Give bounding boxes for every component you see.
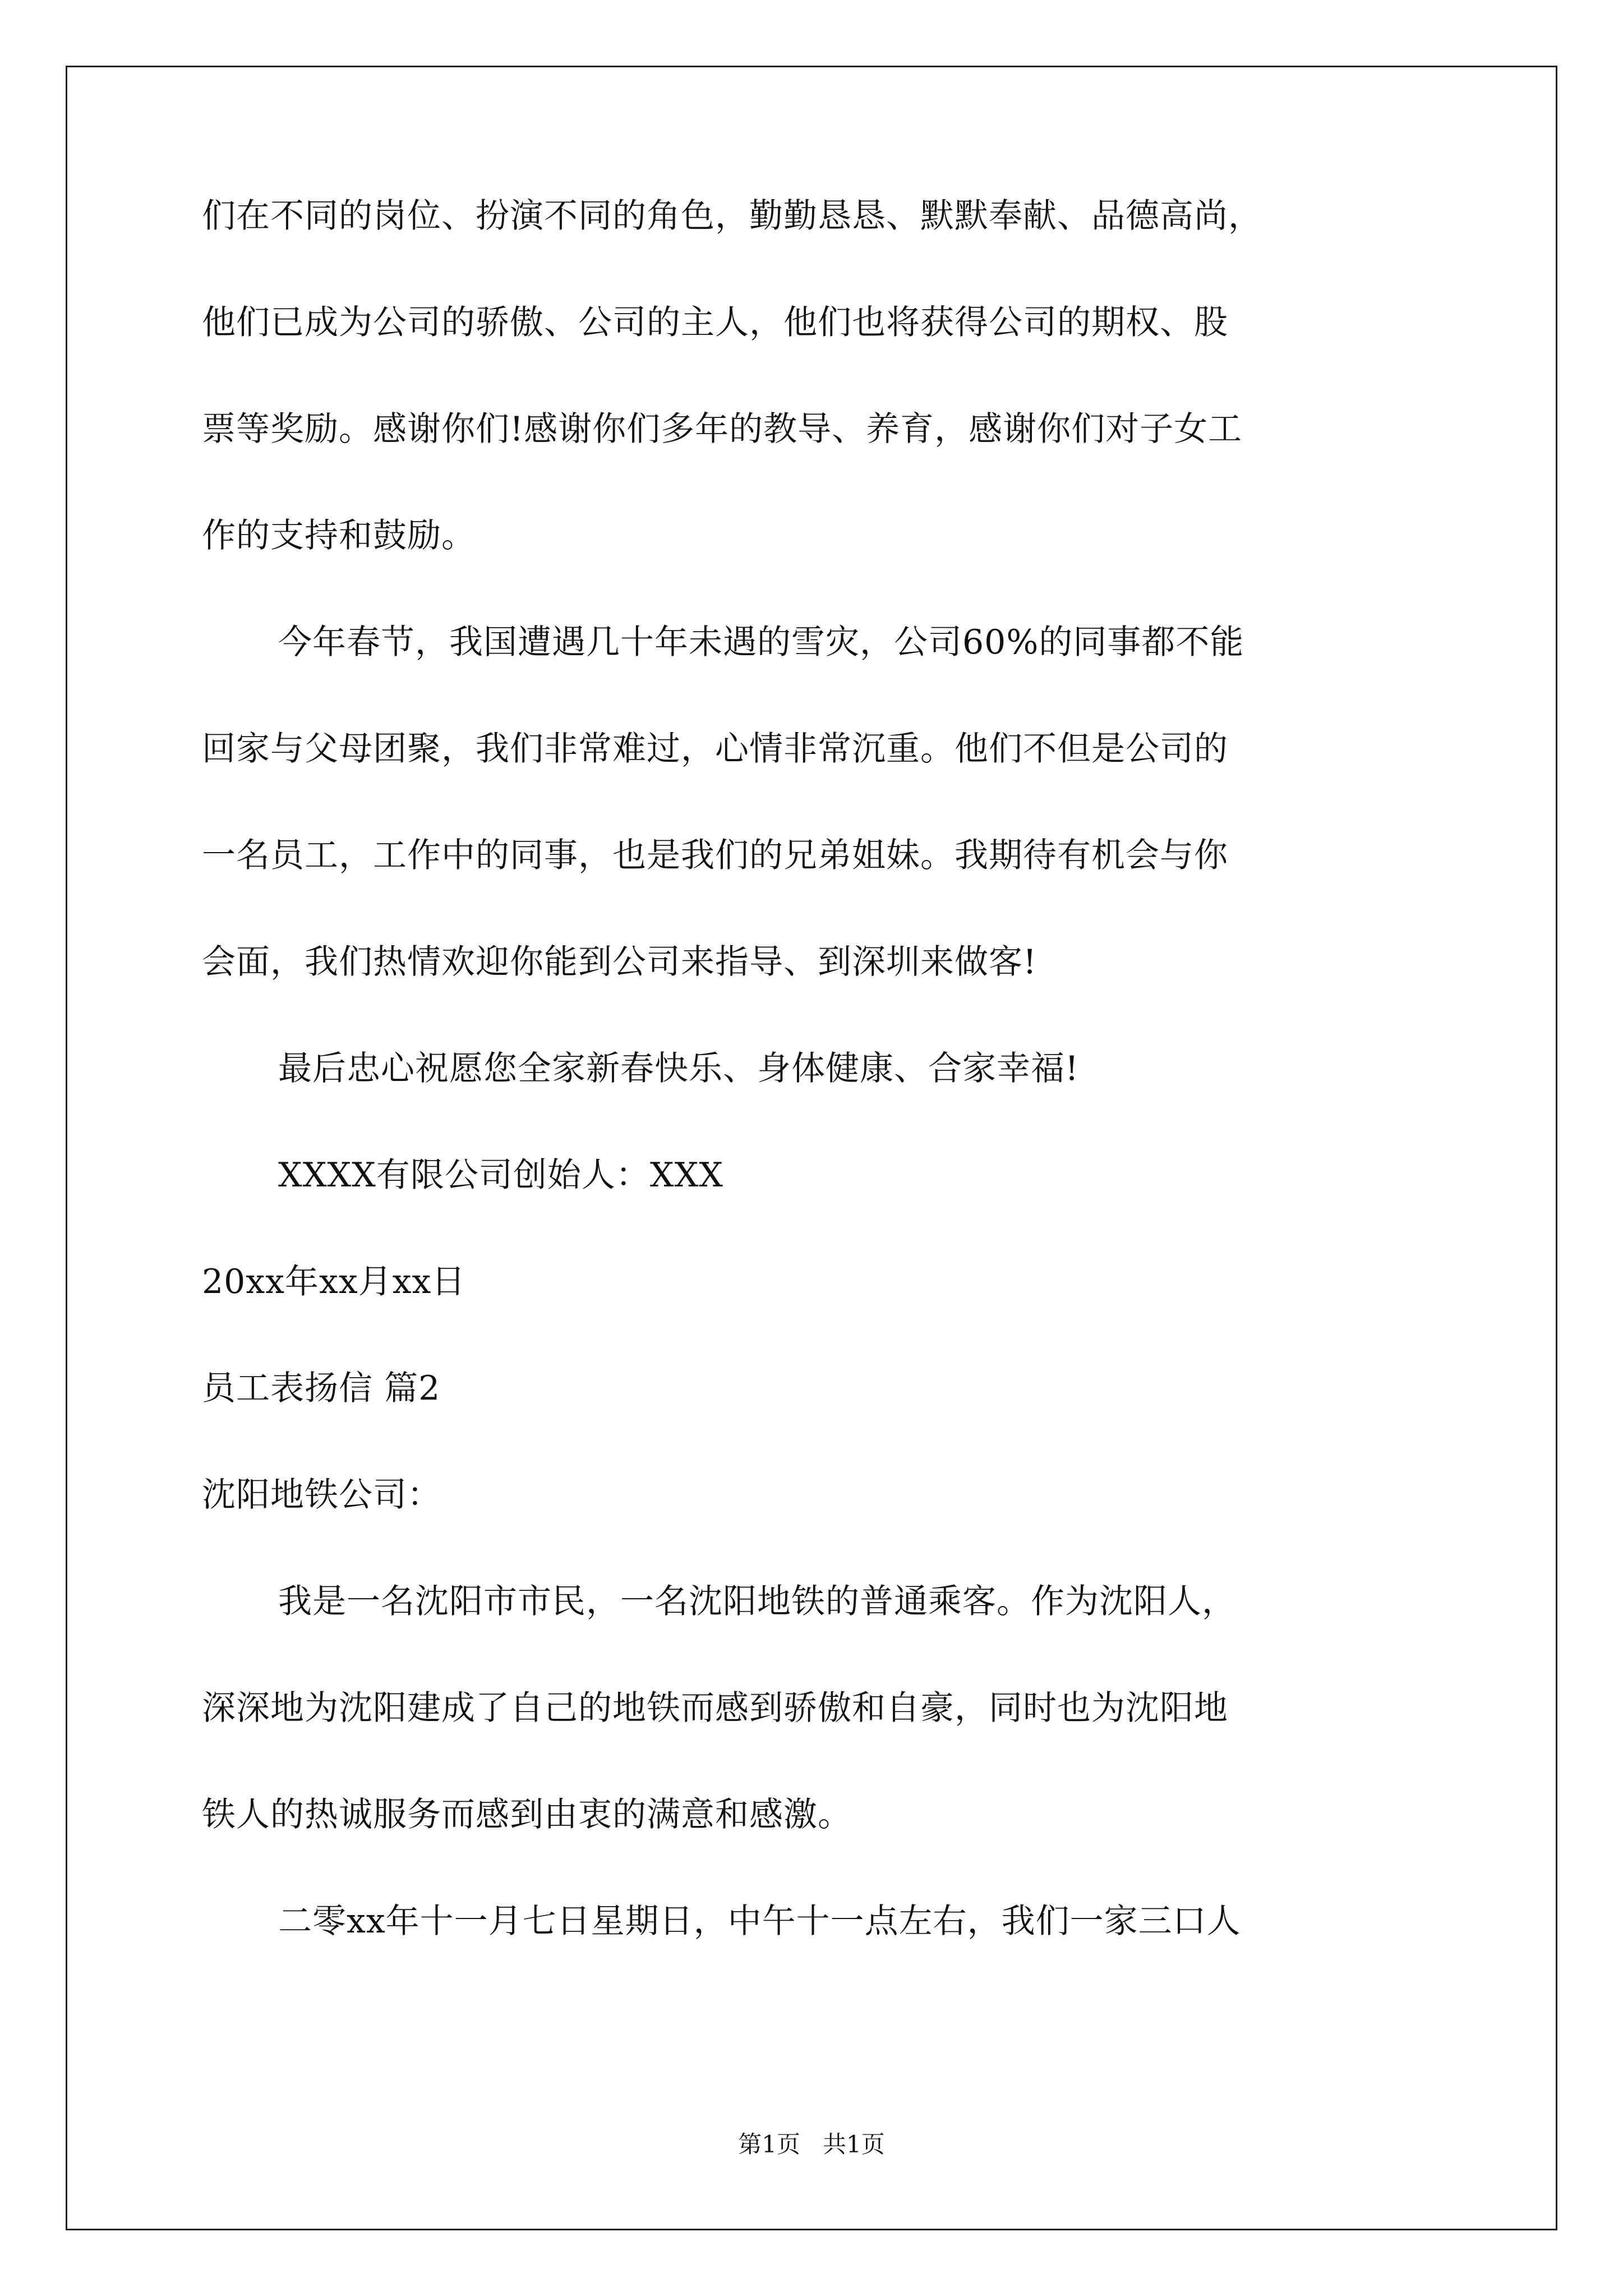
text-line: 铁人的热诚服务而感到由衷的满意和感激。 bbox=[202, 1795, 852, 1834]
text-line: 会面，我们热情欢迎你能到公司来指导、到深圳来做客! bbox=[202, 942, 1038, 982]
document-body bbox=[202, 196, 1436, 2011]
text-line: 今年春节，我国遭遇几十年未遇的雪灾，公司60%的同事都不能 bbox=[278, 623, 1244, 662]
page-number: 第1页 共1页 bbox=[738, 2131, 885, 2158]
text-line: 作的支持和鼓励。 bbox=[202, 516, 476, 555]
text-line: 一名员工，工作中的同事，也是我们的兄弟姐妹。我期待有机会与你 bbox=[202, 836, 1228, 875]
text-line: 深深地为沈阳建成了自己的地铁而感到骄傲和自豪，同时也为沈阳地 bbox=[202, 1688, 1228, 1728]
text-line: 最后忠心祝愿您全家新春快乐、身体健康、合家幸福! bbox=[278, 1049, 1080, 1088]
signature-line: XXXX有限公司创始人：XXX bbox=[278, 1156, 724, 1195]
salutation: 沈阳地铁公司： bbox=[202, 1475, 441, 1515]
text-line: 二零xx年十一月七日星期日，中午十一点左右，我们一家三口人 bbox=[278, 1902, 1241, 1941]
text-line: 票等奖励。感谢你们!感谢你们多年的教导、养育，感谢你们对子女工 bbox=[202, 409, 1243, 449]
text-line: 他们已成为公司的骄傲、公司的主人，他们也将获得公司的期权、股 bbox=[202, 303, 1228, 342]
section-heading: 员工表扬信 篇2 bbox=[202, 1369, 441, 1408]
text-line: 们在不同的岗位、扮演不同的角色，勤勤恳恳、默默奉献、品德高尚， bbox=[202, 196, 1262, 236]
date-line: 20xx年xx月xx日 bbox=[202, 1262, 466, 1301]
text-line: 回家与父母团聚，我们非常难过，心情非常沉重。他们不但是公司的 bbox=[202, 729, 1228, 769]
text-line: 我是一名沈阳市市民，一名沈阳地铁的普通乘客。作为沈阳人， bbox=[278, 1582, 1236, 1621]
